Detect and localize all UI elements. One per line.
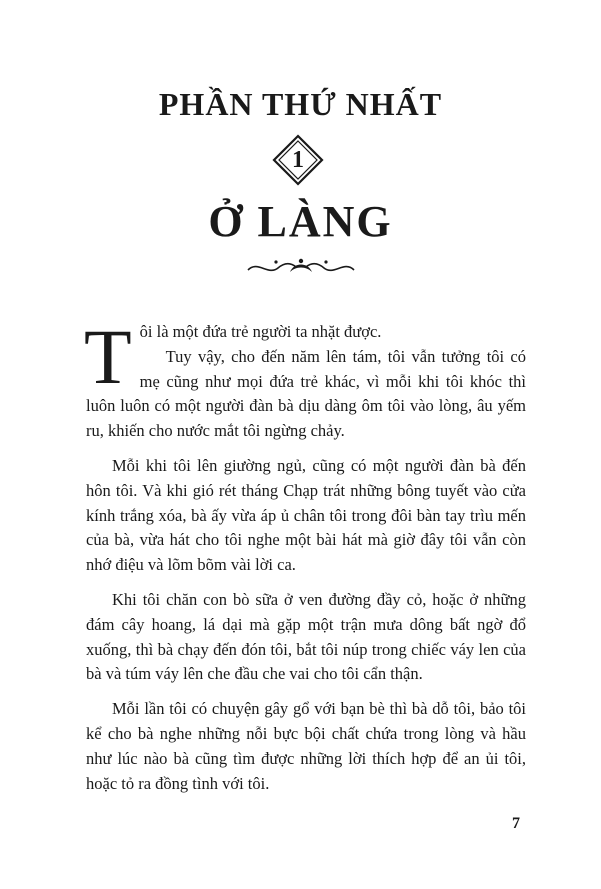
chapter-number: 1 <box>292 147 304 173</box>
drop-cap: T <box>84 313 132 400</box>
paragraph-1: Tôi là một đứa trẻ người ta nhặt được. <box>84 313 382 400</box>
paragraph-4: Khi tôi chăn con bò sữa ở ven đường đầy cỏ, hoặc ở những đám cây hoang, lá dại mà gặp một trận mưa dông bất ngờ đổ xuống, thì bà chạy đến đón tôi, bắt tôi núp trong chiếc váy len của bà và túm váy lên che đầu che vai cho tôi cẩn thận. <box>86 589 526 684</box>
paragraph-5: Mỗi lần tôi có chuyện gây gổ với bạn bè thì bà dỗ tôi, bảo tôi kể cho bà nghe những nỗi bực bội chất chứa trong lòng và hầu như lúc nào bà cũng tìm được những lời thích hợp để an ủi tôi, hoặc tỏ ra đồng tình với tôi. <box>86 699 526 793</box>
paragraph-3: Mỗi khi tôi lên giường ngủ, cũng có một người đàn bà đến hôn tôi. Và khi gió rét tháng Chạp trát những bông tuyết vào cửa kính trắng xóa, bà ấy vừa áp ủ chân tôi trong đôi bàn tay trìu mến của bà, vừa hát cho tôi nghe một bài hát mà giờ đây tôi vẫn còn nhớ điệu và lõm bõm vài lời ca. <box>86 455 526 575</box>
chapter-body <box>84 313 526 806</box>
chapter-number-badge <box>272 134 324 186</box>
paragraph-2: Tuy vậy, cho đến năm lên tám, tôi vẫn tưởng tôi có mẹ cũng như mọi đứa trẻ khác, vì mỗi khi tôi khóc thì luôn luôn có một người đàn bà dịu dàng ôm tôi vào lòng, âu yếm ru, khiến cho nước mắt tôi ngừng chảy. <box>86 346 526 441</box>
part-title: PHẦN THỨ NHẤT <box>158 86 443 122</box>
chapter-title: Ở LÀNG <box>208 197 393 246</box>
page-number: 7 <box>512 815 520 832</box>
flourish-ornament-icon <box>246 254 356 278</box>
